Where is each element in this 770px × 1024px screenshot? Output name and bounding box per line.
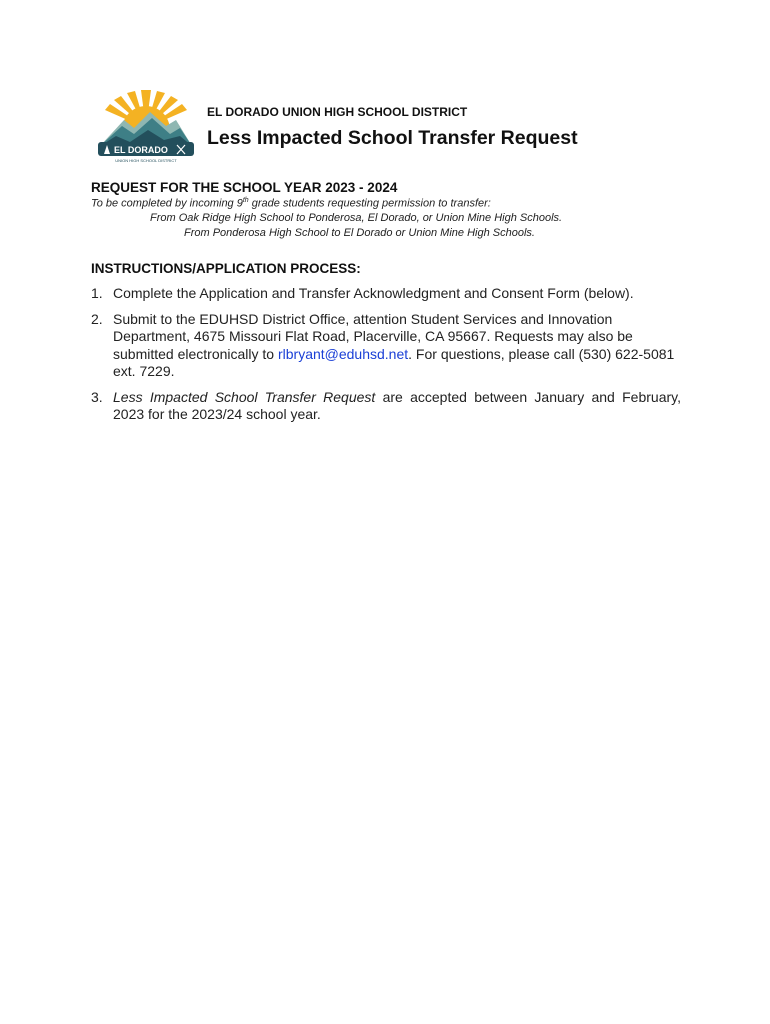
email-link[interactable]: rlbryant@eduhsd.net: [277, 345, 409, 362]
eligibility-note: [91, 197, 491, 210]
district-name: EL DORADO UNION HIGH SCHOOL DISTRICT: [207, 105, 468, 119]
form-title: Less Impacted School Transfer Request: [207, 127, 578, 149]
list-item: [91, 285, 681, 303]
step-number: 3.: [91, 388, 103, 405]
district-logo: [94, 90, 198, 164]
eligibility-note-suffix: grade students requesting permission to transfer:: [248, 197, 491, 210]
step-text-after-link: . For questions, please call (530) 622-5081 ext. 7229.: [113, 345, 675, 379]
transfer-option-oak-ridge: From Oak Ridge High School to Ponderosa, El Dorado, or Union Mine High Schools.: [150, 212, 563, 224]
step-number: 1.: [91, 285, 103, 301]
step-text: are accepted between January and February, 2023 for the 2023/24 school year.: [113, 388, 681, 422]
instructions-heading: INSTRUCTIONS/APPLICATION PROCESS:: [91, 261, 361, 276]
eligibility-note-prefix: To be completed by incoming 9: [91, 197, 243, 210]
transfer-option-ponderosa: From Ponderosa High School to El Dorado or Union Mine High Schools.: [184, 227, 535, 239]
logo-tagline: UNION HIGH SCHOOL DISTRICT: [115, 158, 177, 163]
step-text-italic: Less Impacted School Transfer Request: [113, 388, 376, 405]
list-item: [91, 389, 681, 424]
school-year-heading: REQUEST FOR THE SCHOOL YEAR 2023 - 2024: [91, 180, 398, 195]
instructions-list: [91, 285, 681, 432]
step-number: 2.: [91, 310, 103, 327]
list-item: [91, 311, 681, 381]
logo-wordmark: EL DORADO: [114, 145, 168, 155]
step-text: Submit to the EDUHSD District Office, attention Student Services and Innovation Department, 4675 Missouri Flat Road, Placerville, CA 95667. Requests may also be submitted electronically to: [113, 310, 633, 362]
step-text: Complete the Application and Transfer Acknowledgment and Consent Form (below).: [113, 285, 634, 301]
eligibility-note-sup: th: [242, 197, 249, 204]
